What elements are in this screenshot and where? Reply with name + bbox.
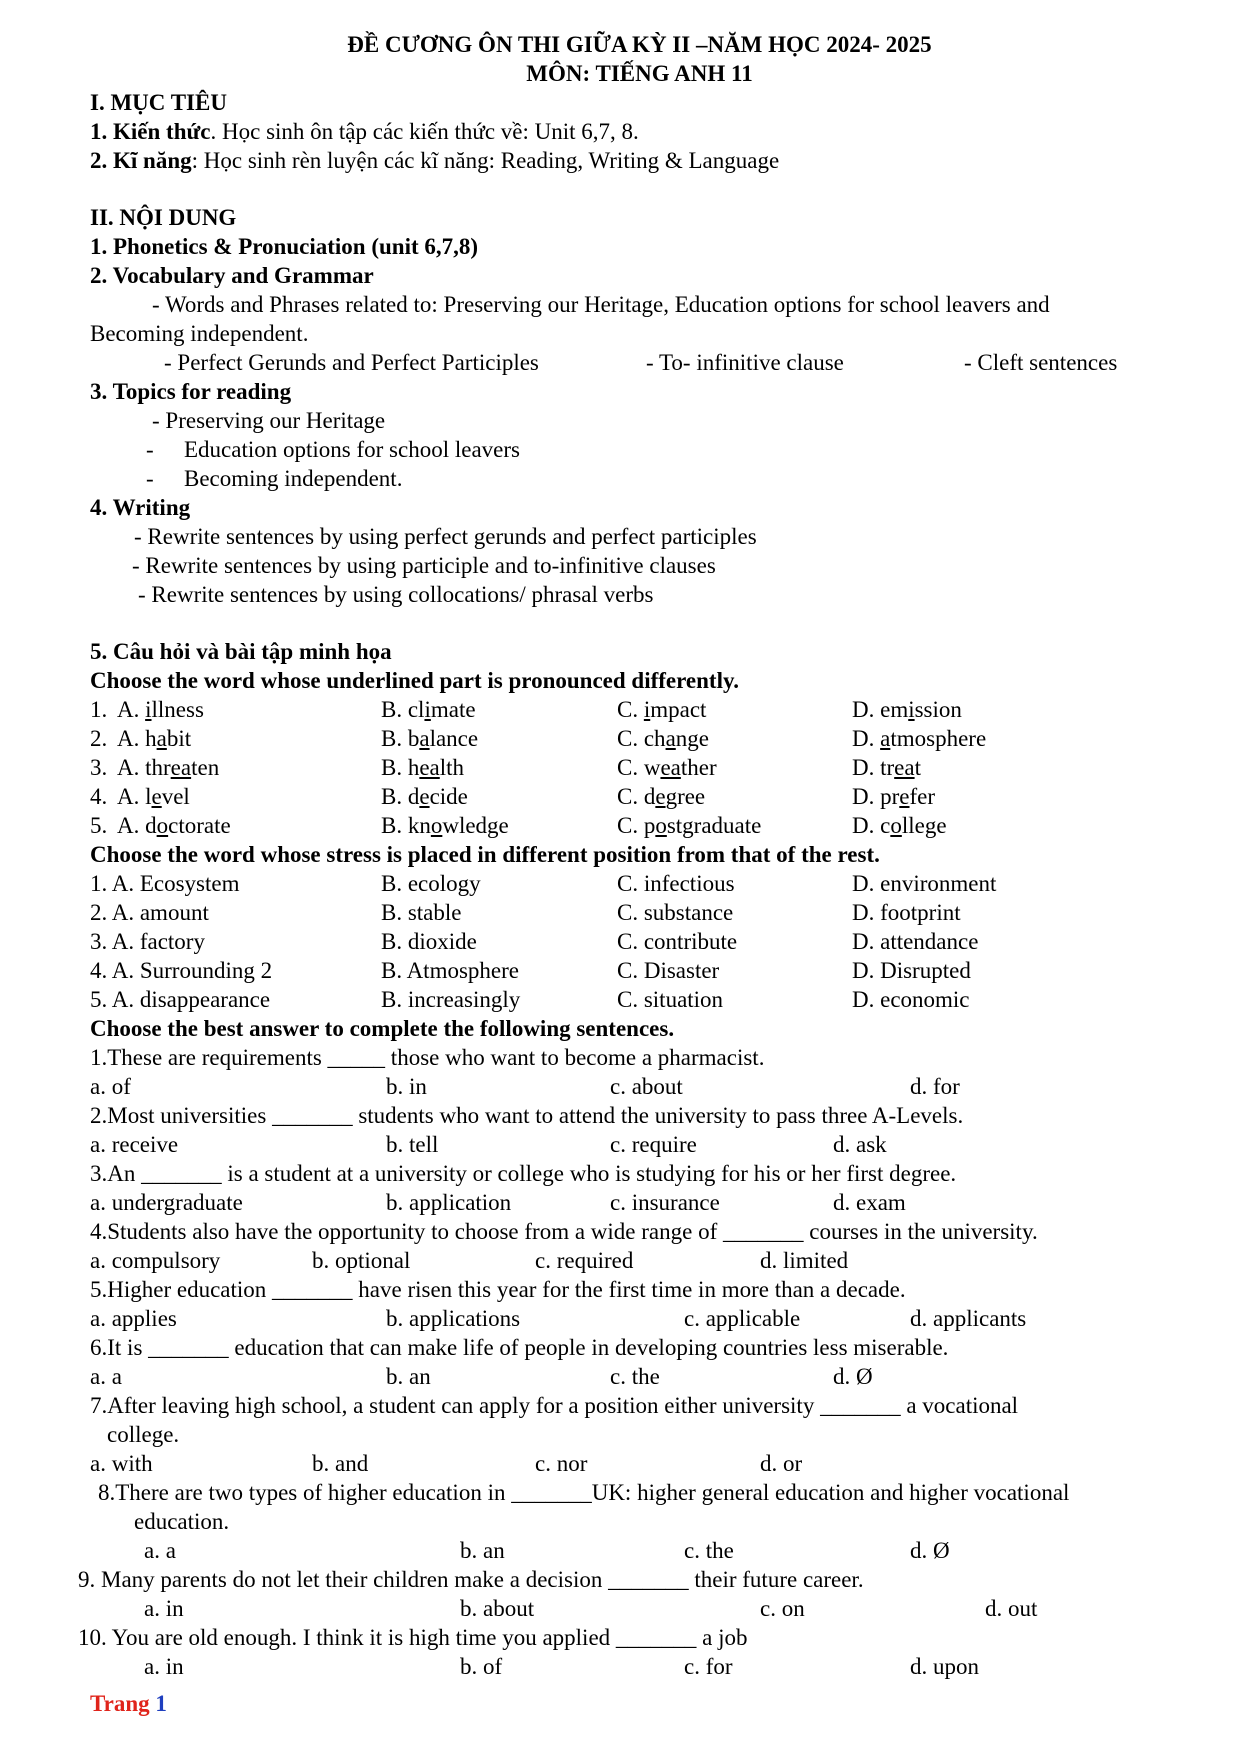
stress-option: 4. A. Surrounding 2	[90, 958, 273, 983]
underlined-part: e	[151, 784, 162, 809]
option-text: C. d	[617, 784, 656, 809]
option-text: bit	[166, 726, 192, 751]
answer-option: a. a	[90, 1364, 122, 1389]
pronunciation-option	[852, 753, 921, 782]
underlined-part: ea	[894, 755, 915, 780]
mcq-instruction: Choose the best answer to complete the following sentences.	[90, 1016, 675, 1041]
answer-option: b. application	[386, 1190, 512, 1215]
stress-option: B. increasingly	[381, 987, 521, 1012]
underlined-part: ea	[170, 755, 192, 780]
underlined-part: e	[899, 784, 910, 809]
answer-option: a. with	[90, 1451, 153, 1476]
document-title: ĐỀ CƯƠNG ÔN THI GIỮA KỲ II –NĂM HỌC 2024- 2025	[347, 32, 932, 57]
pronunciation-option	[852, 782, 935, 811]
pronunciation-option	[852, 724, 986, 753]
stress-option: B. ecology	[381, 871, 481, 896]
underlined-part: o	[156, 813, 169, 838]
pronunciation-number: 1.	[90, 697, 108, 722]
underlined-part: ea	[660, 755, 681, 780]
option-text: B. kn	[381, 813, 431, 838]
stress-option: D. economic	[852, 987, 970, 1012]
stress-option: B. Atmosphere	[381, 958, 519, 983]
option-text: A. l	[117, 784, 152, 809]
pronunciation-option	[617, 695, 706, 724]
pronunciation-option	[617, 724, 709, 753]
underlined-part: a	[665, 726, 676, 751]
answer-option: c. about	[610, 1074, 683, 1099]
page-footer	[90, 1691, 167, 1717]
option-text: llege	[901, 813, 947, 838]
answer-option: b. an	[460, 1538, 505, 1563]
answer-option: a. applies	[90, 1306, 177, 1331]
answer-option: b. in	[386, 1074, 427, 1099]
option-text: ssion	[914, 697, 962, 722]
answer-option: d. or	[760, 1451, 803, 1476]
phonetics-heading: 1. Phonetics & Pronuciation (unit 6,7,8)	[90, 234, 479, 259]
option-text: A.	[117, 697, 146, 722]
stress-option: C. infectious	[617, 871, 735, 896]
answer-option: c. require	[610, 1132, 697, 1157]
question-text: 2.Most universities _______ students who want to attend the university to pass three A-Levels.	[90, 1103, 964, 1128]
option-text: D.	[852, 726, 881, 751]
answer-option: a. a	[144, 1538, 176, 1563]
underlined-part: a	[419, 726, 430, 751]
underlined-part: i	[424, 697, 431, 722]
option-text: lth	[439, 755, 465, 780]
grammar-item: - Perfect Gerunds and Perfect Participles	[164, 350, 539, 375]
writing-heading: 4. Writing	[90, 495, 191, 520]
answer-option: d. upon	[910, 1654, 979, 1679]
option-text: ctorate	[168, 813, 231, 838]
pronunciation-number: 2.	[90, 726, 108, 751]
stress-option: C. situation	[617, 987, 724, 1012]
examples-heading: 5. Câu hỏi và bài tập minh họa	[90, 639, 392, 664]
answer-option: b. about	[460, 1596, 535, 1621]
option-text: wledge	[442, 813, 509, 838]
question-text: 6.It is _______ education that can make life of people in developing countries less miserable.	[90, 1335, 949, 1360]
option-text: C. w	[617, 755, 661, 780]
underlined-part: i	[145, 697, 152, 722]
answer-option: d. ask	[833, 1132, 887, 1157]
pronunciation-option	[381, 782, 468, 811]
option-text: A. thr	[117, 755, 171, 780]
stress-option: 3. A. factory	[90, 929, 205, 954]
stress-option: 2. A. amount	[90, 900, 209, 925]
option-text: mate	[430, 697, 476, 722]
subject-title: MÔN: TIẾNG ANH 11	[526, 61, 753, 86]
reading-topic: Education options for school leavers	[184, 437, 520, 462]
writing-item: - Rewrite sentences by using perfect gerunds and perfect participles	[134, 524, 757, 549]
stress-option: D. environment	[852, 871, 997, 896]
stress-option: B. dioxide	[381, 929, 477, 954]
option-text: fer	[909, 784, 936, 809]
answer-option: b. and	[312, 1451, 369, 1476]
vocab-line-1: - Words and Phrases related to: Preserving our Heritage, Education options for school leavers and	[152, 292, 1050, 317]
answer-option: c. for	[684, 1654, 733, 1679]
question-text: 1.These are requirements _____ those who want to become a pharmacist.	[90, 1045, 765, 1070]
underlined-part: e	[655, 784, 666, 809]
objective-skills-text: : Học sinh rèn luyện các kĩ năng: Reading, Writing & Language	[191, 148, 780, 173]
option-text: D. pr	[852, 784, 900, 809]
section-content-heading: II. NỘI DUNG	[90, 205, 237, 230]
answer-option: d. out	[985, 1596, 1038, 1621]
vocab-heading: 2. Vocabulary and Grammar	[90, 263, 374, 288]
pronunciation-option	[117, 782, 190, 811]
option-text: D. em	[852, 697, 909, 722]
answer-option: c. nor	[535, 1451, 588, 1476]
answer-option: d. for	[910, 1074, 960, 1099]
pronunciation-option	[617, 811, 761, 840]
answer-option: a. compulsory	[90, 1248, 221, 1273]
stress-option: 5. A. disappearance	[90, 987, 271, 1012]
option-text: llness	[151, 697, 204, 722]
pronunciation-option	[617, 782, 705, 811]
option-text: C. ch	[617, 726, 666, 751]
pronunciation-option	[117, 695, 204, 724]
pronunciation-option	[617, 753, 717, 782]
question-text: 4.Students also have the opportunity to choose from a wide range of _______ courses in the university.	[90, 1219, 1038, 1244]
underlined-part: e	[419, 784, 430, 809]
pronunciation-option	[117, 724, 191, 753]
reading-topic: Becoming independent.	[184, 466, 403, 491]
answer-option: c. on	[760, 1596, 805, 1621]
answer-option: c. applicable	[684, 1306, 801, 1331]
footer-page-word: Trang	[90, 1691, 150, 1716]
option-text: mpact	[650, 697, 707, 722]
answer-option: b. tell	[386, 1132, 439, 1157]
answer-option: c. insurance	[610, 1190, 720, 1215]
underlined-part: o	[430, 813, 443, 838]
pronunciation-number: 3.	[90, 755, 108, 780]
underlined-part: a	[880, 726, 891, 751]
answer-option: a. in	[144, 1596, 184, 1621]
pronunciation-option	[381, 811, 509, 840]
pronunciation-option	[852, 695, 962, 724]
reading-topic-bullet: -	[146, 466, 154, 491]
stress-option: C. Disaster	[617, 958, 720, 983]
pronunciation-option	[117, 811, 231, 840]
option-text: B. b	[381, 726, 420, 751]
underlined-part: a	[156, 726, 167, 751]
reading-topic-bullet: -	[146, 437, 154, 462]
pronunciation-option	[381, 724, 478, 753]
answer-option: b. applications	[386, 1306, 521, 1331]
option-text: B. d	[381, 784, 420, 809]
objective-knowledge-text: . Học sinh ôn tập các kiến thức về: Unit 6,7, 8.	[210, 119, 639, 144]
option-text: t	[914, 755, 921, 780]
underlined-part: o	[890, 813, 902, 838]
answer-option: a. receive	[90, 1132, 179, 1157]
answer-option: b. of	[460, 1654, 503, 1679]
reading-heading: 3. Topics for reading	[90, 379, 292, 404]
objective-knowledge	[90, 117, 639, 146]
option-text: lance	[429, 726, 479, 751]
option-text: B. cl	[381, 697, 425, 722]
answer-option: c. required	[535, 1248, 634, 1273]
option-text: C. p	[617, 813, 656, 838]
grammar-item: - Cleft sentences	[964, 350, 1118, 375]
answer-option: d. Ø	[910, 1538, 950, 1563]
option-text: D. tr	[852, 755, 895, 780]
stress-option: C. substance	[617, 900, 734, 925]
answer-option: b. an	[386, 1364, 431, 1389]
option-text: D. c	[852, 813, 891, 838]
question-text: 3.An _______ is a student at a university or college who is studying for his or her first degree.	[90, 1161, 957, 1186]
option-text: C.	[617, 697, 644, 722]
option-text: tmosphere	[890, 726, 987, 751]
stress-option: 1. A. Ecosystem	[90, 871, 240, 896]
answer-option: c. the	[684, 1538, 734, 1563]
question-text: 7.After leaving high school, a student can apply for a position either university _______ a vocational	[90, 1393, 1019, 1418]
reading-topic: - Preserving our Heritage	[152, 408, 386, 433]
option-text: stgraduate	[666, 813, 762, 838]
answer-option: a. in	[144, 1654, 184, 1679]
question-text: 8.There are two types of higher education in _______UK: higher general education and higher vocational	[98, 1480, 1070, 1505]
underlined-part: o	[655, 813, 667, 838]
writing-item: - Rewrite sentences by using collocations/ phrasal verbs	[138, 582, 654, 607]
option-text: B. h	[381, 755, 420, 780]
option-text: A. d	[117, 813, 157, 838]
answer-option: d. limited	[760, 1248, 849, 1273]
objective-skills-label: 2. Kĩ năng	[90, 148, 192, 173]
option-text: vel	[161, 784, 190, 809]
underlined-part: i	[908, 697, 915, 722]
section-objectives-heading: I. MỤC TIÊU	[90, 90, 227, 115]
answer-option: c. the	[610, 1364, 660, 1389]
stress-option: C. contribute	[617, 929, 738, 954]
question-text: 5.Higher education _______ have risen this year for the first time in more than a decade.	[90, 1277, 906, 1302]
option-text: cide	[429, 784, 468, 809]
grammar-item: - To- infinitive clause	[646, 350, 844, 375]
option-text: A. h	[117, 726, 157, 751]
pronunciation-option	[381, 753, 464, 782]
underlined-part: i	[643, 697, 651, 722]
writing-item: - Rewrite sentences by using participle and to-infinitive clauses	[132, 553, 716, 578]
objective-knowledge-label: 1. Kiến thức	[90, 119, 211, 144]
stress-option: D. footprint	[852, 900, 961, 925]
option-text: ther	[680, 755, 717, 780]
question-text-continued: education.	[134, 1509, 230, 1534]
option-text: nge	[675, 726, 709, 751]
answer-option: a. undergraduate	[90, 1190, 243, 1215]
answer-option: d. Ø	[833, 1364, 873, 1389]
question-text: 9. Many parents do not let their children make a decision _______ their future career.	[78, 1567, 864, 1592]
answer-option: d. exam	[833, 1190, 906, 1215]
stress-option: D. Disrupted	[852, 958, 971, 983]
stress-option: D. attendance	[852, 929, 979, 954]
answer-option: b. optional	[312, 1248, 411, 1273]
answer-option: d. applicants	[910, 1306, 1027, 1331]
stress-option: B. stable	[381, 900, 462, 925]
option-text: ten	[191, 755, 220, 780]
pronunciation-option	[117, 753, 219, 782]
pronunciation-number: 4.	[90, 784, 108, 809]
stress-instruction: Choose the word whose stress is placed in different position from that of the rest.	[90, 842, 880, 867]
answer-option: a. of	[90, 1074, 131, 1099]
question-text: 10. You are old enough. I think it is high time you applied _______ a job	[78, 1625, 748, 1650]
objective-skills	[90, 146, 779, 175]
pronunciation-option	[852, 811, 947, 840]
pronunciation-number: 5.	[90, 813, 108, 838]
footer-page-number: 1	[155, 1691, 167, 1716]
pronunciation-instruction: Choose the word whose underlined part is pronounced differently.	[90, 668, 739, 693]
option-text: gree	[665, 784, 706, 809]
underlined-part: ea	[419, 755, 440, 780]
question-text-continued: college.	[107, 1422, 180, 1447]
vocab-line-2: Becoming independent.	[90, 321, 309, 346]
pronunciation-option	[381, 695, 476, 724]
